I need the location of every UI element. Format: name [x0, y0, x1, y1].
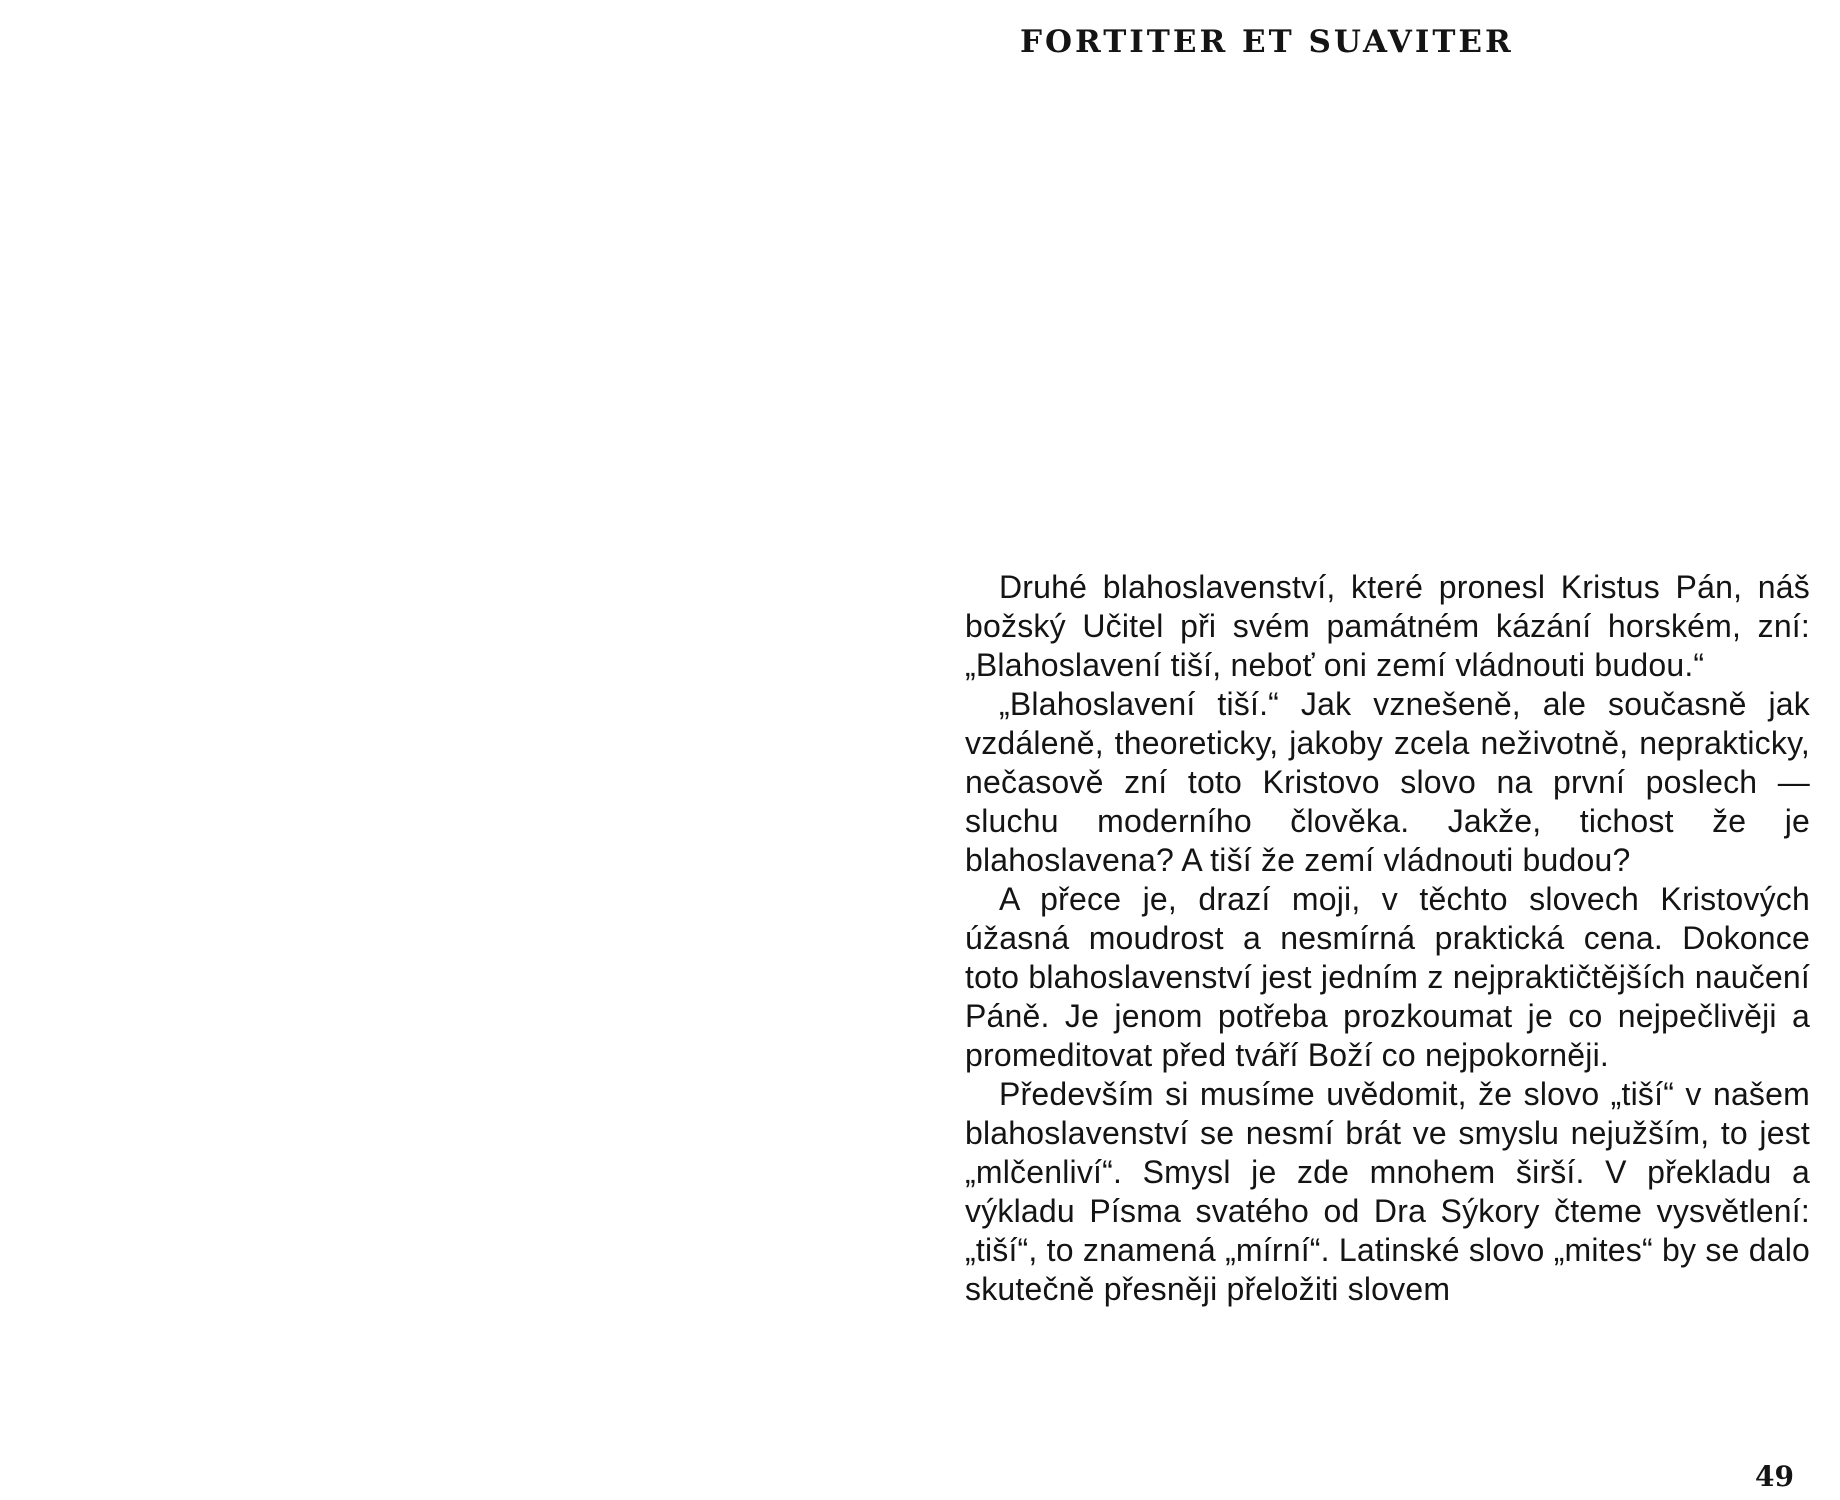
body-text [965, 568, 1810, 1309]
paragraph: A přece je, drazí moji, v těchto slovech Kristových úžasná moudrost a nesmírná praktická cena. Dokonce toto blahoslavenství jest jedním z nejpraktičtějších naučení Páně. Je jenom potřeba prozkoumat je co nejpečlivěji a promeditovat před tváří Boží co nejpokorněji. [965, 881, 1810, 1073]
running-head: FORTITER ET SUAVITER [1020, 24, 1514, 60]
paragraph: „Blahoslavení tiší.“ Jak vznešeně, ale současně jak vzdáleně, theoreticky, jakoby zcela neživotně, neprakticky, nečasově zní toto Kristovo slovo na první poslech — sluchu moderního člověka. Jakže, tichost že je blahoslavena? A tiší že zemí vládnouti budou? [965, 686, 1810, 878]
paragraph: Především si musíme uvědomit, že slovo „tiší“ v našem blahoslavenství se nesmí brát ve smyslu nejužším, to jest „mlčenliví“. Smysl je zde mnohem širší. V překladu a výkladu Písma svatého od Dra Sýkory čteme vysvětlení: „tiší“, to znamená „mírní“. Latinské slovo „mites“ by se dalo skutečně přesněji přeložiti slovem [965, 1076, 1810, 1307]
page-number: 49 [1755, 1460, 1794, 1493]
paragraph: Druhé blahoslavenství, které pronesl Kristus Pán, náš božský Učitel při svém památném kázání horském, zní: „Blahoslavení tiší, neboť oni zemí vládnouti budou.“ [965, 569, 1810, 683]
